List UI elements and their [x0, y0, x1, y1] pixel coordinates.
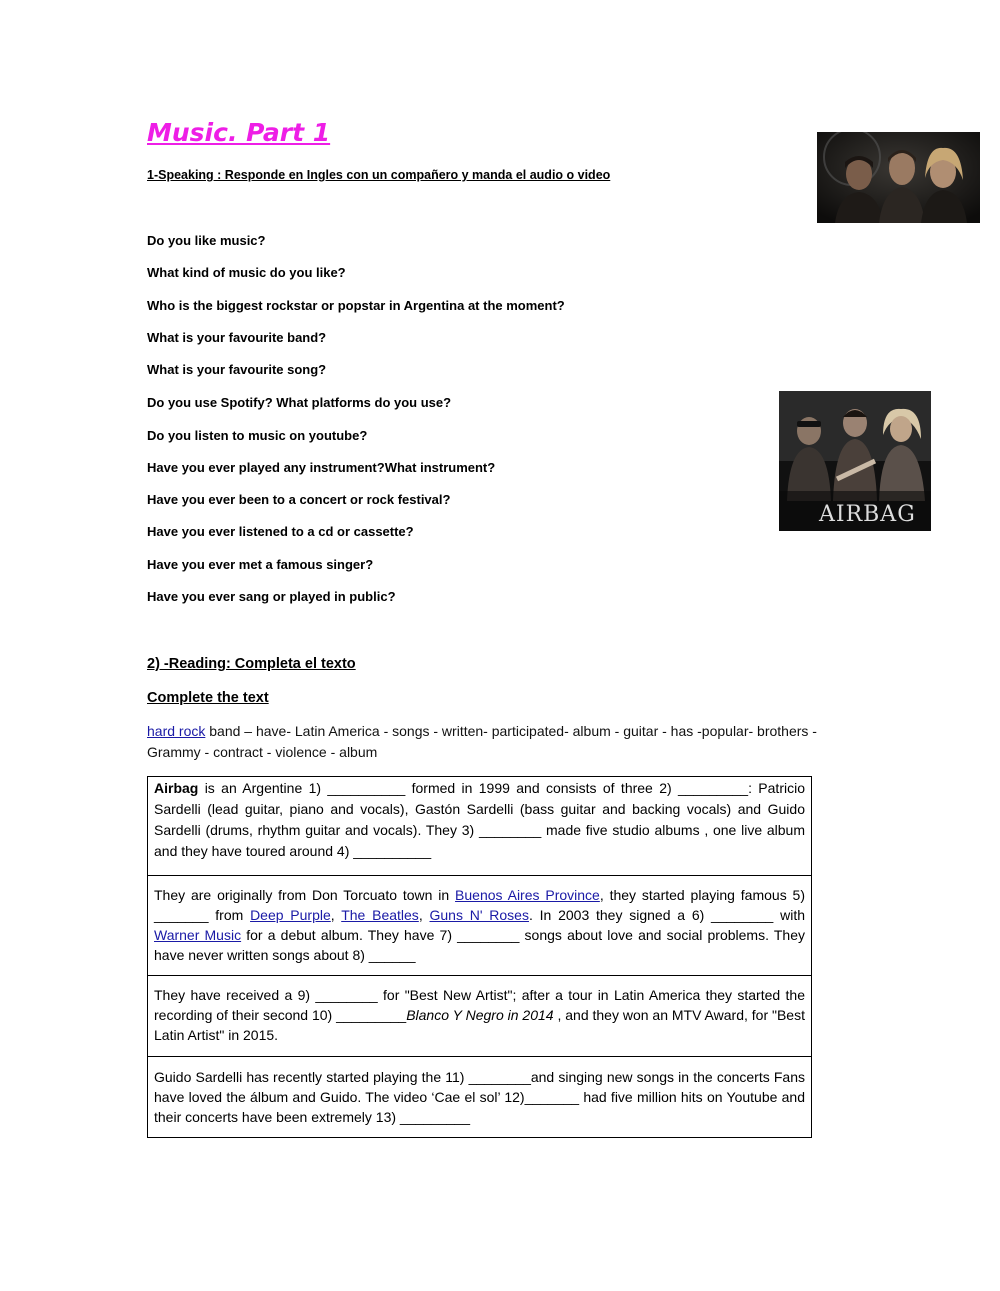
link-guns-n-roses[interactable]: Guns N' Roses [429, 907, 529, 923]
paragraph-4 [148, 1057, 811, 1137]
p2-text-2: , they started playing famous 5) _______ from [154, 887, 805, 923]
reading-heading: 2) -Reading: Completa el texto [147, 656, 356, 672]
paragraph-3 [148, 976, 811, 1057]
question: Have you ever listened to a cd or cassette? [147, 524, 414, 539]
album-title: Blanco Y Negro in 2014 [406, 1007, 554, 1023]
p2-text-3: , [330, 907, 342, 923]
p4-text: Guido Sardelli has recently started playing the 11) ________and singing new songs in the concerts Fans have loved the álbum and Guido. The video ‘Cae el sol’ 12)_______ had five million hits on Youtube and their concerts have been extremely 13) _________ [154, 1069, 805, 1125]
link-warner-music[interactable]: Warner Music [154, 927, 242, 943]
question: Who is the biggest rockstar or popstar in Argentina at the moment? [147, 298, 565, 313]
band-photo-top [817, 132, 980, 223]
link-hard-rock[interactable]: hard rock [147, 723, 206, 739]
question: Have you ever played any instrument?What instrument? [147, 460, 496, 475]
speaking-heading: 1-Speaking : Responde en Ingles con un compañero y manda el audio o video [147, 168, 611, 182]
link-buenos-aires[interactable]: Buenos Aires Province [455, 887, 600, 903]
link-the-beatles[interactable]: The Beatles [341, 907, 419, 923]
paragraph-2 [148, 876, 811, 976]
p2-text-1: They are originally from Don Torcuato town in [154, 887, 456, 903]
question: Have you ever met a famous singer? [147, 557, 374, 572]
band-name: Airbag [154, 780, 199, 796]
p3-text-2: , and they won an MTV Award, for "Best Latin Artist" in 2015. [154, 1007, 805, 1043]
question: Do you listen to music on youtube? [147, 428, 368, 443]
question: Do you use Spotify? What platforms do you use? [147, 395, 452, 410]
p2-text-5: . In 2003 they signed a 6) ________ with [528, 907, 806, 923]
airbag-logo: AIRBAG [819, 502, 916, 527]
question: Do you like music? [147, 233, 266, 248]
p2-text-6: for a debut album. They have 7) ________ songs about love and social problems. They have never written songs about 8) ______ [154, 927, 806, 963]
word-bank-text: band – have- Latin America - songs - written- participated- album - guitar - has -popular- brothers - Grammy - contract - violence - album [147, 723, 817, 760]
word-bank [147, 721, 817, 763]
p2-text-4: , [418, 907, 430, 923]
paragraph-1 [148, 777, 811, 876]
question: What is your favourite band? [147, 330, 327, 345]
band-photo-airbag [779, 391, 931, 531]
question: What kind of music do you like? [147, 265, 346, 280]
question: Have you ever sang or played in public? [147, 589, 396, 604]
page-title: Music. Part 1 [147, 118, 331, 147]
reading-table [147, 776, 812, 1138]
link-deep-purple[interactable]: Deep Purple [250, 907, 331, 923]
p3-text-1: They have received a 9) ________ for "Best New Artist"; after a tour in Latin America they started the recording of their second 10) _________ [154, 987, 805, 1023]
question: Have you ever been to a concert or rock festival? [147, 492, 451, 507]
paragraph-1-text: is an Argentine 1) __________ formed in 1999 and consists of three 2) _________: Patricio Sardelli (lead guitar, piano and vocals), Gastón Sardelli (bass guitar and backing vocals) and Guido Sardelli (drums, rhythm guitar and vocals). They 3) ________ made five studio albums , one live album and they have toured around 4) __________ [154, 780, 805, 859]
reading-subheading: Complete the text [147, 690, 269, 706]
question: What is your favourite song? [147, 362, 327, 377]
